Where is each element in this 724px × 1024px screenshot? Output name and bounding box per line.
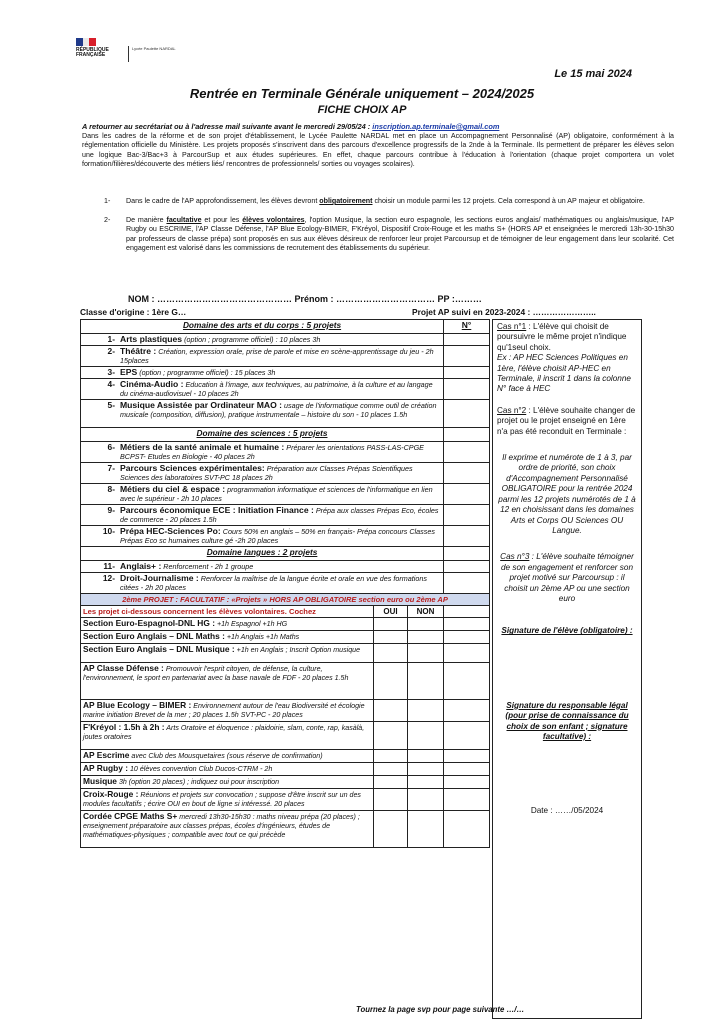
blank-cell bbox=[444, 763, 490, 776]
optional-project-name: Section Euro Anglais – DNL Musique : bbox=[83, 644, 235, 654]
project-rank-cell[interactable] bbox=[444, 346, 490, 367]
non-checkbox-cell[interactable] bbox=[408, 763, 444, 776]
optional-project-description: avec Club des Mousquetaires (sous réserve de confirmation) bbox=[129, 752, 323, 760]
project-number: 4- bbox=[107, 379, 115, 389]
optional-project-label bbox=[81, 722, 374, 750]
project-name: Musique Assistée par Ordinateur MAO : bbox=[120, 400, 283, 410]
project-rank-cell[interactable] bbox=[444, 400, 490, 428]
cas3-label: Cas n°3 bbox=[500, 552, 530, 562]
project-item bbox=[83, 401, 441, 419]
project-item bbox=[83, 347, 441, 365]
project-number: 7- bbox=[107, 463, 115, 473]
non-checkbox-cell[interactable] bbox=[408, 789, 444, 811]
project-rank-cell[interactable] bbox=[444, 526, 490, 547]
project-rank-cell[interactable] bbox=[444, 484, 490, 505]
project-description: Préparer les orientations PASS-LAS-CPGE BCPST- Etudes en Biologie - 40 places 2h bbox=[120, 443, 424, 461]
non-checkbox-cell[interactable] bbox=[408, 700, 444, 722]
project-rank-cell[interactable] bbox=[444, 379, 490, 400]
n-column-header: N° bbox=[444, 320, 490, 334]
non-checkbox-cell[interactable] bbox=[408, 644, 444, 663]
project-name: Anglais+ : bbox=[120, 561, 162, 571]
logo-divider bbox=[128, 46, 129, 62]
domain-header: Domaine des sciences : 5 projets bbox=[81, 428, 444, 442]
signature-date[interactable]: Date : ……/05/2024 bbox=[530, 806, 604, 816]
item-2-number: 2- bbox=[104, 216, 111, 224]
project-item bbox=[83, 506, 441, 524]
signature-responsable[interactable]: Signature du responsable légal (pour prise de connaissance du choix de son enfant ; signature facultative) : bbox=[505, 700, 629, 741]
project-name: Arts plastiques bbox=[120, 334, 183, 344]
project-rank-cell[interactable] bbox=[444, 505, 490, 526]
project-row-label bbox=[81, 484, 444, 505]
second-project-header: 2ème PROJET : FACULTATIF : «Projets » HORS AP OBLIGATOIRE section euro ou 2ème AP bbox=[81, 594, 490, 606]
domain-header: Domaine langues : 2 projets bbox=[81, 547, 444, 561]
cas1 bbox=[497, 322, 637, 353]
volunteer-header: Les projet ci-dessous concernent les élèves volontaires. Cochez bbox=[81, 606, 374, 618]
optional-project-name: Section Euro-Espagnol-DNL HG : bbox=[83, 618, 215, 628]
project-description: Renforcement - 2h 1 groupe bbox=[161, 562, 254, 571]
classe-origine-field[interactable]: Classe d'origine : 1ère G… bbox=[80, 307, 187, 317]
item-2-pre: De manière bbox=[126, 216, 164, 224]
project-text bbox=[120, 335, 441, 344]
optional-project-name: Croix-Rouge : bbox=[83, 789, 139, 799]
domain-header-blank bbox=[444, 428, 490, 442]
project-rank-cell[interactable] bbox=[444, 573, 490, 594]
optional-project-label bbox=[81, 663, 374, 700]
cas2-detail: Il exprime et numérote de 1 à 3, par ordre de priorité, son choix d'Accompagnement Personnalisé OBLIGATOIRE pour la rentrée 2024 parmi les 12 projets numérotés de 1 à 12 en choisissant dans les domaines Arts et Corps OU Sciences OU Langue. bbox=[498, 453, 636, 535]
return-instructions bbox=[82, 122, 672, 131]
project-item bbox=[83, 368, 441, 377]
oui-checkbox-cell[interactable] bbox=[374, 700, 408, 722]
oui-checkbox-cell[interactable] bbox=[374, 618, 408, 631]
project-number: 10- bbox=[102, 526, 115, 536]
project-text bbox=[120, 368, 441, 377]
blank-cell bbox=[444, 606, 490, 618]
project-name: Droit-Journalisme : bbox=[120, 573, 199, 583]
optional-project-name: Musique bbox=[83, 776, 117, 786]
project-row-label bbox=[81, 505, 444, 526]
project-rank-cell[interactable] bbox=[444, 442, 490, 463]
item-2-post: , l'option Musique, la section euro espagnole, les sections euros anglais/ mathématiques ou anglais/musique, l'AP Rugby ou ESCRIME, l'AP Classe Défense, l'AP Blue Ecology-BIMER, F'Kréyol, Dispositif Croix-Rouge et les maths S+ (HORS AP et enseignées le mercredi 13h-30-15h30 par professeurs de classe prépa) sont proposés en sus aux élèves désireux de renforcer leur projet Parcoursup et de témoigner de leur engagement dans leur scolarité. Cet engagement est valorisé dans les commissions de recrutement des établissements du supérieur. bbox=[126, 216, 674, 252]
project-number: 1- bbox=[107, 334, 115, 344]
project-text bbox=[120, 506, 441, 524]
item-2-keyword-2: élèves volontaires bbox=[242, 216, 305, 224]
blank-cell bbox=[444, 644, 490, 663]
project-row-label bbox=[81, 379, 444, 400]
logo-republique: RÉPUBLIQUE FRANÇAISE bbox=[76, 47, 109, 58]
item-1-number: 1- bbox=[104, 197, 111, 205]
optional-project-name: AP Escrime bbox=[83, 750, 130, 760]
optional-project-description: 10 élèves convention Club Ducos-CTRM - 2h bbox=[127, 765, 273, 773]
blank-cell bbox=[444, 631, 490, 644]
optional-project-label bbox=[81, 631, 374, 644]
signature-eleve[interactable]: Signature de l'élève (obligatoire) : bbox=[501, 626, 633, 636]
blank-cell bbox=[444, 811, 490, 848]
optional-project-description: +1h Anglais +1h Maths bbox=[224, 633, 300, 641]
non-checkbox-cell[interactable] bbox=[408, 663, 444, 700]
project-description: Préparation aux Classes Prépas Scientifiques Sciences des laboratoires SVT-PC 18 places 2h bbox=[120, 464, 413, 482]
blank-cell bbox=[444, 700, 490, 722]
optional-project-description: Promouvoir l'esprit citoyen, de défense, la culture, l'environnement, le sport en partenariat avec la base navale de FDF - 20 places 1.5h bbox=[83, 665, 349, 682]
optional-project-description: +1h Espagnol +1h HG bbox=[215, 620, 288, 628]
project-text bbox=[120, 401, 441, 419]
email-link[interactable]: inscription.ap.terminale@gmail.com bbox=[372, 122, 500, 131]
optional-project-description: mercredi 13h30-15h30 : maths niveau prépa (20 places) ; enseignement préparatoire aux classes prépas, écoles d'ingénieurs, études de mathématiques-physiques ; compatible avec tout ce qui précède bbox=[83, 813, 360, 839]
blank-cell bbox=[444, 663, 490, 700]
project-row-label bbox=[81, 573, 444, 594]
project-name: Parcours Sciences expérimentales: bbox=[120, 463, 265, 473]
project-row-label bbox=[81, 400, 444, 428]
project-name: Métiers de la santé animale et humaine : bbox=[120, 442, 285, 452]
project-number: 11- bbox=[103, 561, 115, 571]
blank-cell bbox=[444, 750, 490, 763]
item-2-mid: et pour les bbox=[204, 216, 240, 224]
document-title: Rentrée en Terminale Générale uniquement – 2024/2025 bbox=[189, 86, 535, 101]
cas1-label: Cas n°1 bbox=[497, 322, 527, 331]
item-1-pre: Dans le cadre de l'AP approfondissement, les élèves devront bbox=[126, 197, 318, 205]
project-row-label bbox=[81, 367, 444, 379]
project-text bbox=[120, 562, 441, 571]
item-1-post: choisir un module parmi les 12 projets. Cela correspond à un AP majeur et obligatoire. bbox=[374, 197, 645, 205]
project-rank-cell[interactable] bbox=[444, 367, 490, 379]
non-header: NON bbox=[408, 606, 444, 618]
logo-etablissement: Lycée Paulette NARDAL bbox=[132, 46, 176, 51]
optional-project-description: 3h (option 20 places) ; indiquez oui pour inscription bbox=[116, 778, 280, 786]
non-checkbox-cell[interactable] bbox=[408, 722, 444, 750]
oui-checkbox-cell[interactable] bbox=[374, 663, 408, 700]
project-text bbox=[120, 380, 441, 398]
oui-checkbox-cell[interactable] bbox=[374, 750, 408, 763]
project-description: programmation informatique et sciences de l'informatique en lien avec le supérieur - 2h 10 places bbox=[120, 485, 433, 503]
project-description: usage de l'informatique comme outil de création musicale (composition, diffusion), pratique instrumentale – histoire du son - 10 places 1.5h bbox=[120, 401, 437, 419]
optional-project-name: AP Rugby : bbox=[83, 763, 128, 773]
project-item bbox=[83, 485, 441, 503]
optional-project-label bbox=[81, 750, 374, 763]
project-text bbox=[120, 347, 441, 365]
blank-cell bbox=[444, 618, 490, 631]
item-1-text bbox=[126, 197, 674, 206]
project-text bbox=[120, 443, 441, 461]
cas1-example: Ex : AP HEC Sciences Politiques en 1ère, l'élève choisit AP-HEC en Terminale, il inscrit 1 dans la colonne N° face à HEC bbox=[497, 353, 631, 394]
projet-ap-field[interactable]: Projet AP suivi en 2023-2024 : ………………….. bbox=[412, 307, 596, 317]
cas2-label: Cas n°2 bbox=[497, 405, 527, 415]
project-number: 6- bbox=[107, 442, 115, 452]
blank-cell bbox=[444, 722, 490, 750]
optional-project-name: Cordée CPGE Maths S+ bbox=[83, 811, 178, 821]
instructions-column bbox=[492, 319, 642, 1019]
item-1-keyword: obligatoirement bbox=[319, 197, 373, 205]
project-description: (option ; programme officiel) : 15 places 3h bbox=[137, 368, 276, 377]
project-description: Renforcer la maîtrise de la langue écrite et orale en vue des formations citées - 2h 20 places bbox=[120, 574, 427, 592]
project-item bbox=[83, 562, 441, 571]
optional-project-label bbox=[81, 644, 374, 663]
non-checkbox-cell[interactable] bbox=[408, 618, 444, 631]
project-row-label bbox=[81, 346, 444, 367]
non-checkbox-cell[interactable] bbox=[408, 811, 444, 848]
non-checkbox-cell[interactable] bbox=[408, 750, 444, 763]
project-text bbox=[120, 527, 441, 545]
name-field-line[interactable]: NOM : ……………………………………… Prénom : …………………………… PP :……… bbox=[128, 294, 482, 304]
project-name: EPS bbox=[120, 367, 138, 377]
intro-text: Dans les cadres de la réforme et de son projet d'établissement, le Lycée Paulette NARDAL met en place un Accompagnement Personnalisé (AP) obligatoire, conformément à la réglementation officielle du Ministère. Les projets proposés s'inscrivent dans des parcours d'excellence progressifs de la 2nde à la Terminale. Ils permettent de préparer les élèves selon une logique Bac-3/Bac+3 à ParcourSup et aux études supérieures. En effet, chaque parcours contribue à l'éducation à l'orientation (chaque projet comportera un volet formation/filières/découverte des métiers liés/ rencontres de professionnels/ sorties ou voyages scolaires). bbox=[82, 132, 674, 168]
project-name: Métiers du ciel & espace : bbox=[120, 484, 226, 494]
domain-header-blank bbox=[444, 547, 490, 561]
project-description: Education à l'image, aux techniques, au patrimoine, à la culture et au langage du cinéma-audiovisuel - 10 places 2h bbox=[120, 380, 433, 398]
project-item bbox=[83, 380, 441, 398]
optional-project-description: Environnement autour de l'eau Biodiversité et écologie marine initiation Brevet de la mer ; 20 places 1.5h SVT-PC - 20 places bbox=[83, 702, 365, 719]
oui-checkbox-cell[interactable] bbox=[374, 763, 408, 776]
project-name: Théâtre : bbox=[120, 346, 157, 356]
project-text bbox=[120, 464, 441, 482]
optional-project-label bbox=[81, 618, 374, 631]
oui-checkbox-cell[interactable] bbox=[374, 789, 408, 811]
oui-checkbox-cell[interactable] bbox=[374, 776, 408, 789]
project-description: Prépa aux classes Prépas Eco, écoles de commerce - 20 places 1.5h bbox=[120, 506, 439, 524]
non-checkbox-cell[interactable] bbox=[408, 776, 444, 789]
oui-checkbox-cell[interactable] bbox=[374, 722, 408, 750]
cas1-text: : L'élève qui choisit de poursuivre le même projet n'indique qu'1seul choix. bbox=[497, 322, 627, 352]
optional-project-label bbox=[81, 811, 374, 848]
project-description: Création, expression orale, prise de parole et mise en scène-apprentissage du jeu - 2h 15places bbox=[120, 347, 434, 365]
optional-project-name: AP Classe Défense : bbox=[83, 663, 164, 673]
blank-cell bbox=[444, 776, 490, 789]
optional-project-label bbox=[81, 763, 374, 776]
optional-project-name: AP Blue Ecology – BIMER : bbox=[83, 700, 192, 710]
project-text bbox=[120, 485, 441, 503]
project-number: 2- bbox=[107, 346, 115, 356]
domain-header: Domaine des arts et du corps : 5 projets bbox=[81, 320, 444, 334]
project-number: 9- bbox=[107, 505, 115, 515]
oui-header: OUI bbox=[374, 606, 408, 618]
project-text bbox=[120, 574, 441, 592]
oui-checkbox-cell[interactable] bbox=[374, 811, 408, 848]
non-checkbox-cell[interactable] bbox=[408, 631, 444, 644]
optional-project-description: +1h en Anglais ; Inscrit Option musique bbox=[234, 646, 361, 654]
document-date: Le 15 mai 2024 bbox=[554, 68, 632, 80]
optional-project-description: Réunions et projets sur convocation ; suppose d'être inscrit sur un des modules facultatifs ; écrire OUI en bout de ligne si intéressé. 20 places bbox=[83, 791, 361, 808]
optional-project-label bbox=[81, 789, 374, 811]
optional-project-name: Section Euro Anglais – DNL Maths : bbox=[83, 631, 225, 641]
project-row-label bbox=[81, 463, 444, 484]
project-item bbox=[83, 335, 441, 344]
project-item bbox=[83, 574, 441, 592]
project-number: 8- bbox=[107, 484, 115, 494]
optional-project-name: F'Kréyol : 1.5h à 2h : bbox=[83, 722, 165, 732]
item-2-text bbox=[126, 216, 674, 253]
choice-table bbox=[80, 319, 490, 848]
intro-paragraph bbox=[82, 132, 674, 169]
project-number: 12- bbox=[102, 573, 115, 583]
project-item bbox=[83, 443, 441, 461]
project-row-label bbox=[81, 334, 444, 346]
project-rank-cell[interactable] bbox=[444, 561, 490, 573]
project-description: (option ; programme officiel) : 10 places 3h bbox=[182, 335, 321, 344]
cas2-text: : L'élève souhaite changer de projet ou le projet enseigné en 1ère n'a pas été reconduit en Terminale : bbox=[497, 405, 636, 436]
project-name: Prépa HEC-Sciences Po: bbox=[120, 526, 221, 536]
blank-cell bbox=[444, 789, 490, 811]
flag-icon bbox=[76, 38, 96, 46]
project-number: 3- bbox=[107, 367, 115, 377]
project-item bbox=[83, 527, 441, 545]
project-rank-cell[interactable] bbox=[444, 463, 490, 484]
project-name: Cinéma-Audio : bbox=[120, 379, 184, 389]
project-name: Parcours économique ECE : Initiation Finance : bbox=[120, 505, 314, 515]
optional-project-description: Arts Oratoire et éloquence : plaidoirie, slam, conte, rap, kasàlà, joutes oratoires bbox=[83, 724, 365, 741]
project-row-label bbox=[81, 561, 444, 573]
project-row-label bbox=[81, 526, 444, 547]
oui-checkbox-cell[interactable] bbox=[374, 644, 408, 663]
project-description: Cours 50% en anglais – 50% en français- Prépa concours Classes Prépas Eco sc humaines culture gé -2h 20 places bbox=[120, 527, 435, 545]
cas3 bbox=[497, 552, 637, 604]
cas3-text: : L'élève souhaite témoigner de son engagement et renforcer son projet motivé sur Parcoursup : il choisit un 2ème AP ou une section euro bbox=[501, 552, 634, 603]
page-footer: Tournez la page svp pour page suivante …/… bbox=[356, 1005, 525, 1014]
optional-project-label bbox=[81, 700, 374, 722]
project-rank-cell[interactable] bbox=[444, 334, 490, 346]
project-item bbox=[83, 464, 441, 482]
project-row-label bbox=[81, 442, 444, 463]
return-text: A retourner au secrétariat ou à l'adresse mail suivante avant le mercredi 29/05/24 : bbox=[82, 122, 371, 131]
document-subtitle: FICHE CHOIX AP bbox=[317, 104, 407, 116]
cas2 bbox=[497, 406, 637, 437]
optional-project-label bbox=[81, 776, 374, 789]
item-2-keyword-1: facultative bbox=[166, 216, 202, 224]
oui-checkbox-cell[interactable] bbox=[374, 631, 408, 644]
project-number: 5- bbox=[107, 400, 115, 410]
header-logo bbox=[76, 38, 196, 68]
